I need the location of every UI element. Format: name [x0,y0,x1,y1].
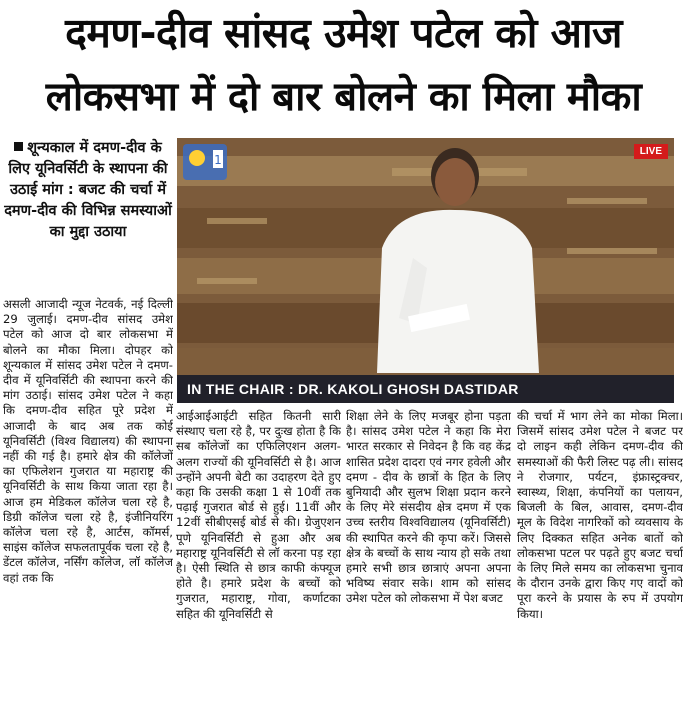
headline-line-2: लोकसभा में दो बार बोलने का मिला मौका [45,74,642,120]
parliament-scene-illustration [177,138,674,403]
subheadline [4,138,172,243]
headline-line-1: दमण-दीव सांसद उमेश पटेल को आज [65,9,622,57]
photo-caption: IN THE CHAIR : DR. KAKOLI GHOSH DASTIDAR [177,375,674,403]
article-column-2: आईआईआईटी सहित कितनी सारी संस्थाए चला रहे है, पर दुःख होता है कि सब कॉलेजों का एफिलिएशन अलग-अलग राज्यों की यूनिवर्सिटी से है। आज उन्होंने अपनी बेटी का उदाहरण देते हुए कहा कि उसकी कक्षा 1 से 10वीं तक पढ़ाई गुजरात बोर्ड से हुई। 11वीं और 12वीं सीबीएसई बोर्ड से की। ग्रेजुएशन पूणे यूनिवर्सिटी से हुआ और अब महाराष्ट्र यूनिवर्सिटी से लॉ करना पड़ रहा है। ऐसी स्थिति से छात्र काफी कंफ्यूज होते है। हमारे प्रदेश के बच्चों को गुजरात, महाराष्ट्र, गोवा, कर्णाटका सहित की यूनिवर्सिटी से [176,409,341,621]
subheadline-text: शून्यकाल में दमण-दीव के लिए यूनिवर्सिटी के स्थापना की उठाई मांग : बजट की चर्चा में दमण-दीव की विभिन्न समस्याओं का मुद्दा उठाया [4,140,172,240]
svg-text:1: 1 [214,153,222,167]
bullet-square-icon [14,142,23,151]
article-column-3: शिक्षा लेने के लिए मजबूर होना पड़ता है। सांसद उमेश पटेल ने कहा कि मेरा भारत सरकार से निवेदन है कि वह केंद्र शासित प्रदेश दादरा एवं नगर हवेली और दमण - दीव के छात्रों के हित के लिए बुनियादी और सुलभ शिक्षा प्रदान करने के लिए मेरे संसदीय क्षेत्र दमण में एक उच्च स्तरीय विश्वविद्यालय (यूनिवर्सिटी) की स्थापित करने की कृपा करें। जिससे क्षेत्र के बच्चों के साथ न्याय हो सके तथा हमारे सभी छात्र छात्राएं अपना अपना भविष्य संवार सके। शाम को सांसद उमेश पटेल को लोकसभा में पेश बजट [346,409,511,606]
news-photo [177,138,674,403]
sansad-tv-logo-icon [183,144,227,180]
live-badge: LIVE [634,144,668,159]
article-column-1: असली आजादी न्यूज नेटवर्क, नई दिल्ली 29 जुलाई। दमण-दीव सांसद उमेश पटेल को आज दो बार लोकसभा में बोलने का मौका मिला। दोपहर को शून्यकाल में सांसद उमेश पटेल ने दमण-दीव में यूनिवर्सिटी की स्थापना करने की मांग उठाई। सांसद उमेश पटेल ने कहा कि दमण-दीव सहित पूरे प्रदेश में आजादी के बाद अब तक कोई यूनिवर्सिटी (विश्व विद्यालय) की स्थापना नहीं की गई है। हमारे क्षेत्र की कॉलेजों का एफिलेशन गुजरात या महाराष्ट्र की यूनिवर्सिटी के साथ किया जाता रहा है। आज हम मेडिकल कॉलेज चला रहे है, डिग्री कॉलेज चला रहे है, इंजीनियरिंग कॉलेज चला रहे है, आर्टस, कॉमर्स, साइंस कॉलेज सफलतापूर्वक चला रहे है, डेंटल कॉलेज, नर्सिंग कॉलेज, लॉ कॉलेज वहां तक कि [3,297,173,585]
article-column-4: की चर्चा में भाग लेने का मोका मिला। जिसमें सांसद उमेश पटेल ने बजट पर दो लाइन कही लेकिन दमण-दीव की समस्याओं की फैरी लिस्ट पढ़ ली। सांसद ने रोजगार, पर्यटन, इंफ्रास्ट्रक्चर, स्वास्थ्य, शिक्षा, कंपनियों का पलायन, बिजली के बिल, आवास, दमण-दीव मूल के विदेश नागरिकों को व्यवसाय के लिए दिक्कत सहित अनेक बातों को लोकसभा पटल पर पढ़ते हुए बजट चर्चा के लिए मिले समय का लोकसभा चुनाव के दौरान उनके द्वारा किए गए वादों को पूरा करने के प्रयास के रुप में उपयोग किया। [517,409,683,621]
